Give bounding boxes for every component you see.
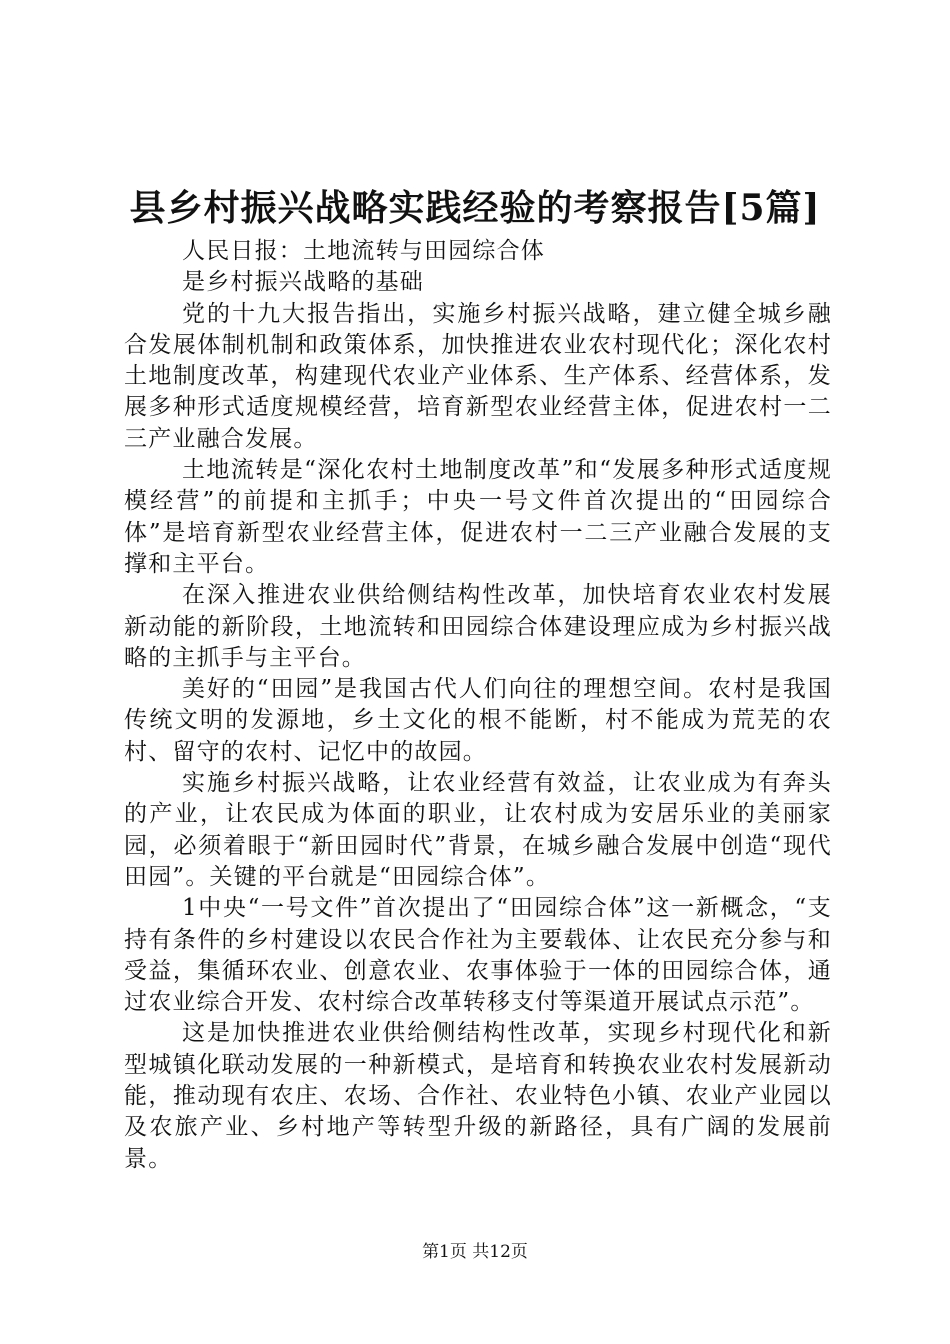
paragraph: 美好的“田园”是我国古代人们向往的理想空间。农村是我国传统文明的发源地，乡土文化的根不能断，村不能成为荒芜的农村、留守的农村、记忆中的故园。 bbox=[124, 676, 832, 765]
page-number-footer: 第1页 共12页 bbox=[422, 1242, 528, 1262]
paragraph: 党的十九大报告指出，实施乡村振兴战略，建立健全城乡融合发展体制机制和政策体系，加快推进农业农村现代化；深化农村土地制度改革，构建现代农业产业体系、生产体系、经营体系，发展多种形式适度规模经营，培育新型农业经营主体，促进农村一二三产业融合发展。 bbox=[124, 300, 832, 452]
paragraph: 人民日报：土地流转与田园综合体 bbox=[182, 238, 545, 264]
paragraph: 在深入推进农业供给侧结构性改革，加快培育农业农村发展新动能的新阶段，土地流转和田园综合体建设理应成为乡村振兴战略的主抓手与主平台。 bbox=[124, 582, 832, 671]
paragraph: 1中央“一号文件”首次提出了“田园综合体”这一新概念，“支持有条件的乡村建设以农民合作社为主要载体、让农民充分参与和受益，集循环农业、创意农业、农事体验于一体的田园综合体，通过农业综合开发、农村综合改革转移支付等渠道开展试点示范”。 bbox=[124, 895, 832, 1016]
page-title: 县乡村振兴战略实践经验的考察报告[5篇] bbox=[129, 187, 821, 229]
paragraph: 这是加快推进农业供给侧结构性改革，实现乡村现代化和新型城镇化联动发展的一种新模式，是培育和转换农业农村发展新动能，推动现有农庄、农场、合作社、农业特色小镇、农业产业园以及农旅产业、乡村地产等转型升级的新路径，具有广阔的发展前景。 bbox=[124, 1020, 832, 1172]
paragraph: 是乡村振兴战略的基础 bbox=[182, 269, 424, 296]
paragraph: 土地流转是“深化农村土地制度改革”和“发展多种形式适度规模经营”的前提和主抓手；中央一号文件首次提出的“田园综合体”是培育新型农业经营主体，促进农村一二三产业融合发展的支撑和主平台。 bbox=[124, 457, 832, 577]
paragraph: 实施乡村振兴战略，让农业经营有效益，让农业成为有奔头的产业，让农民成为体面的职业，让农村成为安居乐业的美丽家园，必须着眼于“新田园时代”背景，在城乡融合发展中创造“现代田园”。关键的平台就是“田园综合体”。 bbox=[124, 770, 832, 890]
document-body bbox=[124, 236, 832, 1175]
